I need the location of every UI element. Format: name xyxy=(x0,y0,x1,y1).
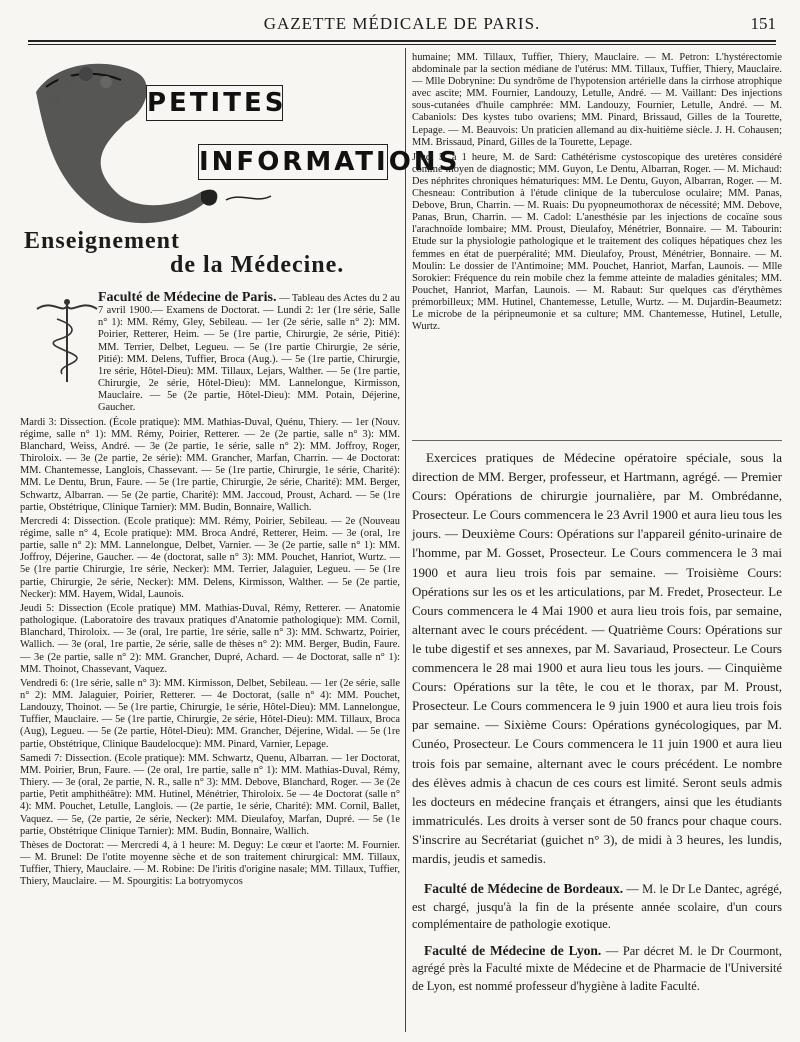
paris-intro: — Tableau des Actes du 2 au 7 avril 1900.— Examens de Doctorat. — Lundi 2: 1er (1re série, Salle n° 1): MM. Rémy, Gley, Sebileau. — 1er (2e série, salle n° 2): MM. Poirier, Retterer, Heim. — 5e (1re partie, Chirurgie, 2e série, Pitié): MM. Terrier, Delbet, Legueu. — 5e (1re partie Chirurgie, 2e série, Pitié): MM. Delens, Tuffier, Broca (Aug.). — 5e (1re partie, Chirurgie, 1re série, Hôtel-Dieu): MM. Tillaux, Lejars, Walther. — 5e (1re partie, Chirurgie, 2e série, Hôtel-Dieu): MM. Lannelongue, Kirmisson, Mauclaire. — 5e (2e partie, Hôtel-Dieu): MM. Potain, Déjerine, Gaucher. xyxy=(98,293,400,414)
mercredi-schedule: Mercredi 4: Dissection. (Ecole pratique): MM. Rémy, Poirier, Sebileau. — 2e (Nouveau régime, salle n° 4, Ecole pratique): MM. Broca André, Retterer, Heim. — 3e (oral, 1re partie, salle n° 2): MM. Lannelongue, Delbet, Varnier. — 3e (2e partie, salle n° 1): MM. Joffroy, Déjerine, Gaucher. — 4e (doctorat, salle n° 3): MM. Pouchet, Hanriot, Wurtz. — 5e (1re partie Chirurgie, 1re série, Necker): MM. Terrier, Jalaguier, Legueu. — 5e (1re partie, Chirurgie, 2e série, Necker): MM. Delens, Kirmisson, Walther. — 5e (2e partie, Necker): MM. Hayem, Widal, Launois. xyxy=(20,515,400,600)
bordeaux-item xyxy=(412,880,782,934)
paris-exam-schedule xyxy=(20,292,400,891)
samedi-schedule: Samedi 7: Dissection. (Ecole pratique): MM. Schwartz, Quenu, Albarran. — 1er Doctorat, MM. Poirier, Brun, Faure. — (2e oral, 1re partie, salle n° 1): MM. Mathias-Duval, Rémy, Thiery. — 3e (oral, 2e partie, N. R., salle n° 3): MM. Debove, Blanchard, Roger. — 3e (2e partie, Petit amphithéâtre): MM. Hutinel, Ménétrier, Thiroloix. 5e — 4e Doctorat (salle n° 4): MM. Pouchet, Letulle, Langlois. — (2e partie, 1e série, Charité): MM. Cornil, Ballet, Vaquez. — 5e, (2e partie, 2e série, Necker): MM. Dieulafoy, Marfan, Dupré. — 5e (1e partie, Obstétrique Clinique Tarnier): MM. Budin, Bonnaire, Wallich. xyxy=(20,752,400,837)
bordeaux-text: — M. le Dr Le Dantec, agrégé, est chargé, jusqu'à la fin de la présente année scolaire, d'un cours complémentaire de pathologie exotique. xyxy=(412,882,782,931)
page-number: 151 xyxy=(750,14,776,33)
theses-continued xyxy=(412,52,782,336)
exercices-pratiques xyxy=(412,448,782,868)
jeudi-schedule: Jeudi 5: Dissection (Ecole pratique) MM. Mathias-Duval, Rémy, Retterer. — Anatomie pathologique. (Laboratoire des travaux pratiques d'Anatomie pathologique): MM. Cornil, Blanchard, Thiroloix. — 3e (oral, 1re partie, 1re série, salle n° 3): MM. Schwartz, Poirier, Wallich. — 3e (oral, 1re partie, 2e série, salle de thèses n° 2): MM. Berger, Budin, Faure. — 3e (2e partie, salle n° 2): MM. Grancher, Dupré, Achard. — 4e Doctorat, salle n° 1): MM. Thoinot, Chassevant, Vaquez. xyxy=(20,602,400,675)
section-title-line1: Enseignement xyxy=(24,228,180,254)
bordeaux-heading: Faculté de Médecine de Bordeaux. xyxy=(424,881,624,896)
section-divider xyxy=(412,440,782,441)
right-column xyxy=(412,52,782,1032)
cornucopia-banner xyxy=(26,52,461,232)
lyon-text: — Par décret M. le Dr Courmont, agrégé près la Faculté mixte de Médecine et de Pharmacie de l'Université de Lyon, est nommé professeur d'hygiène à ladite Faculté. xyxy=(412,943,782,993)
lyon-item xyxy=(412,942,782,996)
header-rule xyxy=(28,40,776,42)
cornucopia-icon xyxy=(26,52,396,232)
exercices-text: Exercices pratiques de Médecine opératoire spéciale, sous la direction de MM. Berger, professeur, et Hartmann, agrégé. — Premier Cours: Opérations de chirurgie journalière, par M. Ombrédanne, Prosecteur. Le Cours commencera le 23 Avril 1900 et aura lieu tous les jours. — Deuxième Cours: Opérations sur l'appareil génito-urinaire de l'homme, par M. Gosset, Prosecteur. Le Cours commencera le 3 mai 1900 et aura lieu trois fois par semaine. — Troisième Cours: Opérations sur les os et les articulations, par M. Fredet, Prosecteur. Le Cours commencera le 4 Mai 1900 et aura lieu trois fois, par semaine, alternant avec le cours précédent. — Quatrième Cours: Opérations sur le tube digestif et ses annexes, par M. Savariaud, Prosecteur. Le Cours commencera le 28 mai 1900 et aura lieu tous les jours. — Cinquième Cours: Opérations sur la tête, le cou et le thorax, par M. Proust, Prosecteur. Le Cours commencera le 9 juin 1900 et aura lieu trois fois par semaine. — Sixième Cours: Opérations gynécologiques, par M. Cunéo, Prosecteur. Le Cours commencera le 11 juin 1900 et aura lieu trois fois par semaine, alternant avec le cours précédent. Le nombre des élèves admis à chacun de ces cours est limité. Seront seuls admis les docteurs en médecine français et étrangers, ainsi que les étudiants immatriculés. Les droits à verser sont de 50 francs pour chaque cours. S'inscrire au Secrétariat (guichet n° 3), de midi à 3 heures, les lundis, mardis, jeudis et samedis. xyxy=(412,450,782,866)
theses-schedule: Thèses de Doctorat: — Mercredi 4, à 1 heure: M. Deguy: Le cœur et l'aorte: M. Fournier. — M. Brunel: De l'otite moyenne sèche et de son traitement chirurgical: MM. Tillaux, Tuffier, Thiery, Mauclaire. — M. Robine: De l'iritis d'origine nasale; MM. Tillaux, Tuffier, Thiery, Mauclaire. — M. Spourgitis: La botryomycos xyxy=(20,839,400,888)
page-header xyxy=(28,12,776,42)
section-title-line2: de la Médecine. xyxy=(170,252,345,278)
faculty-news xyxy=(412,880,782,1003)
mardi-schedule: Mardi 3: Dissection. (École pratique): MM. Mathias-Duval, Quénu, Thiery. — 1er (Nouv. régime, salle n° 1): MM. Rémy, Poirier, Retterer. — 2e (2e partie, salle n° 3): MM. Blanchard, Weiss, André. — 3e (2e partie, 1e série, salle n° 2): MM. Joffroy, Roger, Thiroloix. — 3e (2e partie, 2e série): MM. Grancher, Marfan, Charrin. — 4e Doctorat: MM. Chantemesse, Langlois, Chassevant. — 5e (1re partie, Chirurgie, 1e série, Charité): MM. Le Dentu, Brun, Faure. — 5e (1re partie, Chirurgie, 2e série, Charité): MM. Berger, Schwartz, Albarran. — 5e (2e partie, Charité): MM. Jaccoud, Proust, Achard. — 5e (1re partie, Obstétrique, Clinique Tarnier): MM. Budin, Bonnaire, Wallich. xyxy=(20,416,400,513)
banner-word-petites: PETITES xyxy=(146,85,283,121)
left-column xyxy=(20,52,461,1032)
faculte-paris-heading: Faculté de Médecine de Paris. xyxy=(98,290,277,305)
banner-word-informations: INFORMATIONS xyxy=(198,144,388,180)
theses-jeudi: Jeudi 5, à 1 heure, M. de Sard: Cathétérisme cystoscopique des uretères considéré comme moyen de diagnostic; MM. Guyon, Le Dentu, Albarran, Roger. — M. Michaud: Des néphrites chroniques hématuriques: MM. Le Dentu, Guyon, Albarran, Roger. — M. Chesneau: Contribution à l'étude clinique de la tuberculose oculaire; MM. Panas, Debove, Brun, Charrin. — M. Ruais: Du pyopneumothorax de nécessité; MM. Debove, Panas, Brun, Charrin. — M. Cadol: L'anesthésie par les injections de cocaïne sous l'arachnoïde lombaire; MM. Proust, Dieulafoy, Ménétrier, Bonnaire. — M. Tabourin: Etude sur la physiologie pathologique et le traitement des coliques hépatiques chez les femmes en état de puerpéralité; MM. Dieulafoy, Proust, Ménétrier, Bonnaire. — M. Moulin: Le dossier de l'Antimoine; MM. Pouchet, Hanriot, Marfan, Launois. — Mlle Sorokier: Fréquence du rein mobile chez la femme atteinte de maladies génitales; MM. Pouchet, Hanriot, Marfan, Launois. — M. Rabaut: Sur quelques cas d'érythèmes prémorbilleux; MM. Hutinel, Chantemesse, Letulle, Wurtz. — M. Dujardin-Beaumetz: Le microbe de la péripneumonie et sa culture; MM. Chantemesse, Hutinel, Letulle, Wurtz. xyxy=(412,151,782,333)
lyon-heading: Faculté de Médecine de Lyon. xyxy=(424,942,602,958)
journal-title: GAZETTE MÉDICALE DE PARIS. xyxy=(263,14,541,33)
column-divider xyxy=(405,48,406,1032)
header-rule-thin xyxy=(28,44,776,45)
vendredi-schedule: Vendredi 6: (1re série, salle n° 3): MM. Kirmisson, Delbet, Sebileau. — 1er (2e série, salle n° 2): MM. Jalaguier, Poirier, Retterer. — 4e Doctorat, (salle n° 4): MM. Pouchet, Landouzy, Thoinot. — 5e (1re partie, Chirurgie, 1e série, Hôtel-Dieu): MM. Lannelongue, Tuffier, Mauclaire. — 5e (1re partie, Chirurgie, 2e série, Hôtel-Dieu): MM. Tillaux, Broca (Aug), Legueu. — 5e (2e partie, Hôtel-Dieu): MM. Grancher, Déjerine, Widal. — 5e (1re partie, Obstétrique, Clinique Baudelocque): MM. Pinard, Varnier, Lepage. xyxy=(20,677,400,750)
theses-mercredi-cont: humaine; MM. Tillaux, Tuffier, Thiery, Mauclaire. — M. Petron: L'hystérectomie abdominale par la section médiane de l'utérus: MM. Tillaux, Tuffier, Thiery, Mauclaire. — Mlle Dobrynine: Du syndrôme de l'hypotension artérielle dans la cirrhose atrophique avec ascite; MM. Fournier, Landouzy, Letulle, André. — M. Vaillant: Des injections sous-cutanées d'huile camphrée: MM. Landouzy, Fournier, Letulle, André. — M. Cabaniols: Des kystes tubo ovariens; MM. Pinard, Brissaud, Gilles de la Tourette, Lepage. — M. Beauvois: Un praticien allemand au dix-huitième siècle. J. H. Cohausen; MM. Brissaud, Pinard, Gilles de la Tourette, Lepage. xyxy=(412,52,782,148)
